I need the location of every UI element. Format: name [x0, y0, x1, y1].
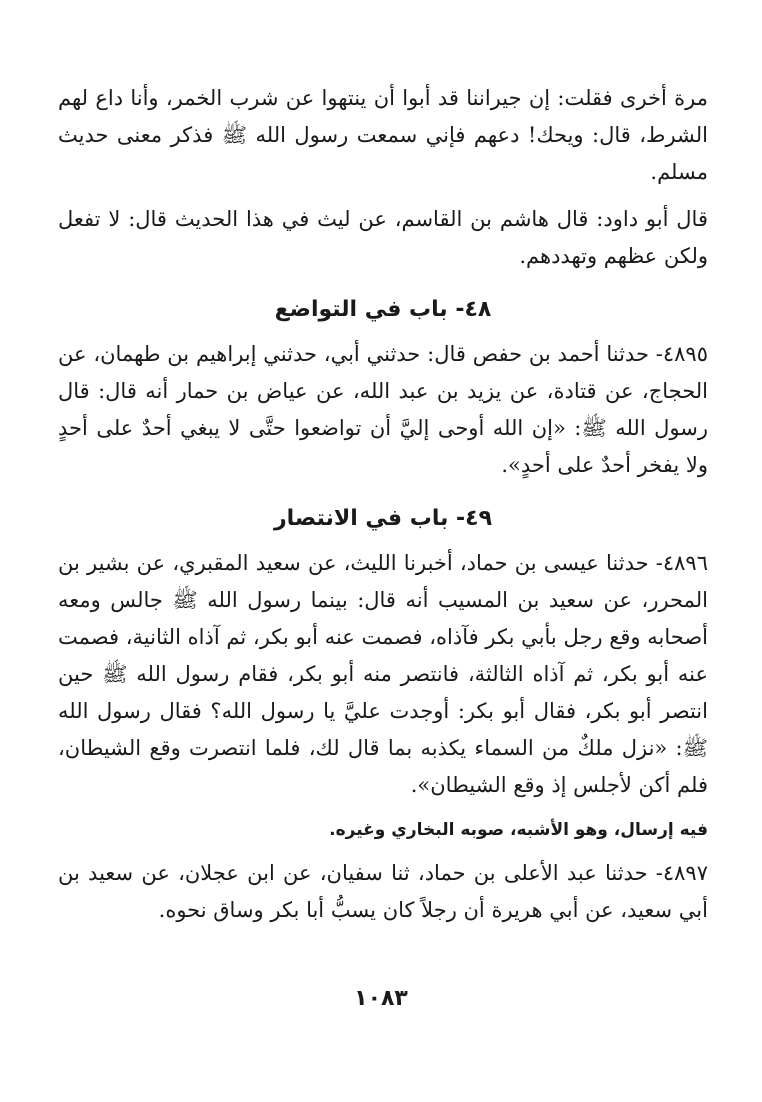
paragraph-continuation: مرة أخرى فقلت: إن جيراننا قد أبوا أن ينتهوا عن شرب الخمر، وأنا داع لهم الشرط، قال: ويحك! دعهم فإني سمعت رسول الله ﷺ فذكر معنى حديث مسلم.: [58, 86, 708, 184]
hadith-4896: ٤٨٩٦- حدثنا عيسى بن حماد، أخبرنا الليث، عن سعيد المقبري، عن بشير بن المحرر، عن سعيد بن المسيب أنه قال: بينما رسول الله ﷺ جالس ومعه أصحابه وقع رجل بأبي بكر فآذاه، فصمت عنه أبو بكر، ثم آذاه الثانية، فصمت عنه أبو بكر، ثم آذاه الثالثة، فانتصر منه أبو بكر، فقام رسول الله ﷺ حين انتصر أبو بكر، فقال أبو بكر: أوجدت عليَّ يا رسول الله؟ فقال رسول الله ﷺ: «نزل ملكٌ من السماء يكذبه بما قال لك، فلما انتصرت وقع الشيطان، فلم أكن لأجلس إذ وقع الشيطان».: [58, 551, 708, 797]
page-body: [58, 80, 708, 929]
paragraph-abu-dawud-note: قال أبو داود: قال هاشم بن القاسم، عن ليث في هذا الحديث قال: لا تفعل ولكن عظهم وتهددهم.: [58, 207, 708, 268]
chapter-heading-48: ٤٨- باب في التواضع: [274, 297, 492, 322]
hadith-4897: ٤٨٩٧- حدثنا عبد الأعلى بن حماد، ثنا سفيان، عن ابن عجلان، عن سعيد بن أبي سعيد، عن أبي هريرة أن رجلاً كان يسبُّ أبا بكر وساق نحوه.: [58, 861, 708, 922]
hadith-4895: ٤٨٩٥- حدثنا أحمد بن حفص قال: حدثني أبي، حدثني إبراهيم بن طهمان، عن الحجاج، عن قتادة، عن يزيد بن عبد الله، عن عياض بن حمار أنه قال: قال رسول الله ﷺ: «إن الله أوحى إليَّ أن تواضعوا حتَّى لا يبغي أحدٌ على أحدٍ ولا يفخر أحدٌ على أحدٍ».: [58, 342, 708, 477]
grading-note: فيه إرسال، وهو الأشبه، صوبه البخاري وغيره.: [329, 820, 708, 840]
page-number: ١٠٨٣: [354, 986, 408, 1011]
chapter-heading-49: ٤٩- باب في الانتصار: [273, 506, 493, 531]
